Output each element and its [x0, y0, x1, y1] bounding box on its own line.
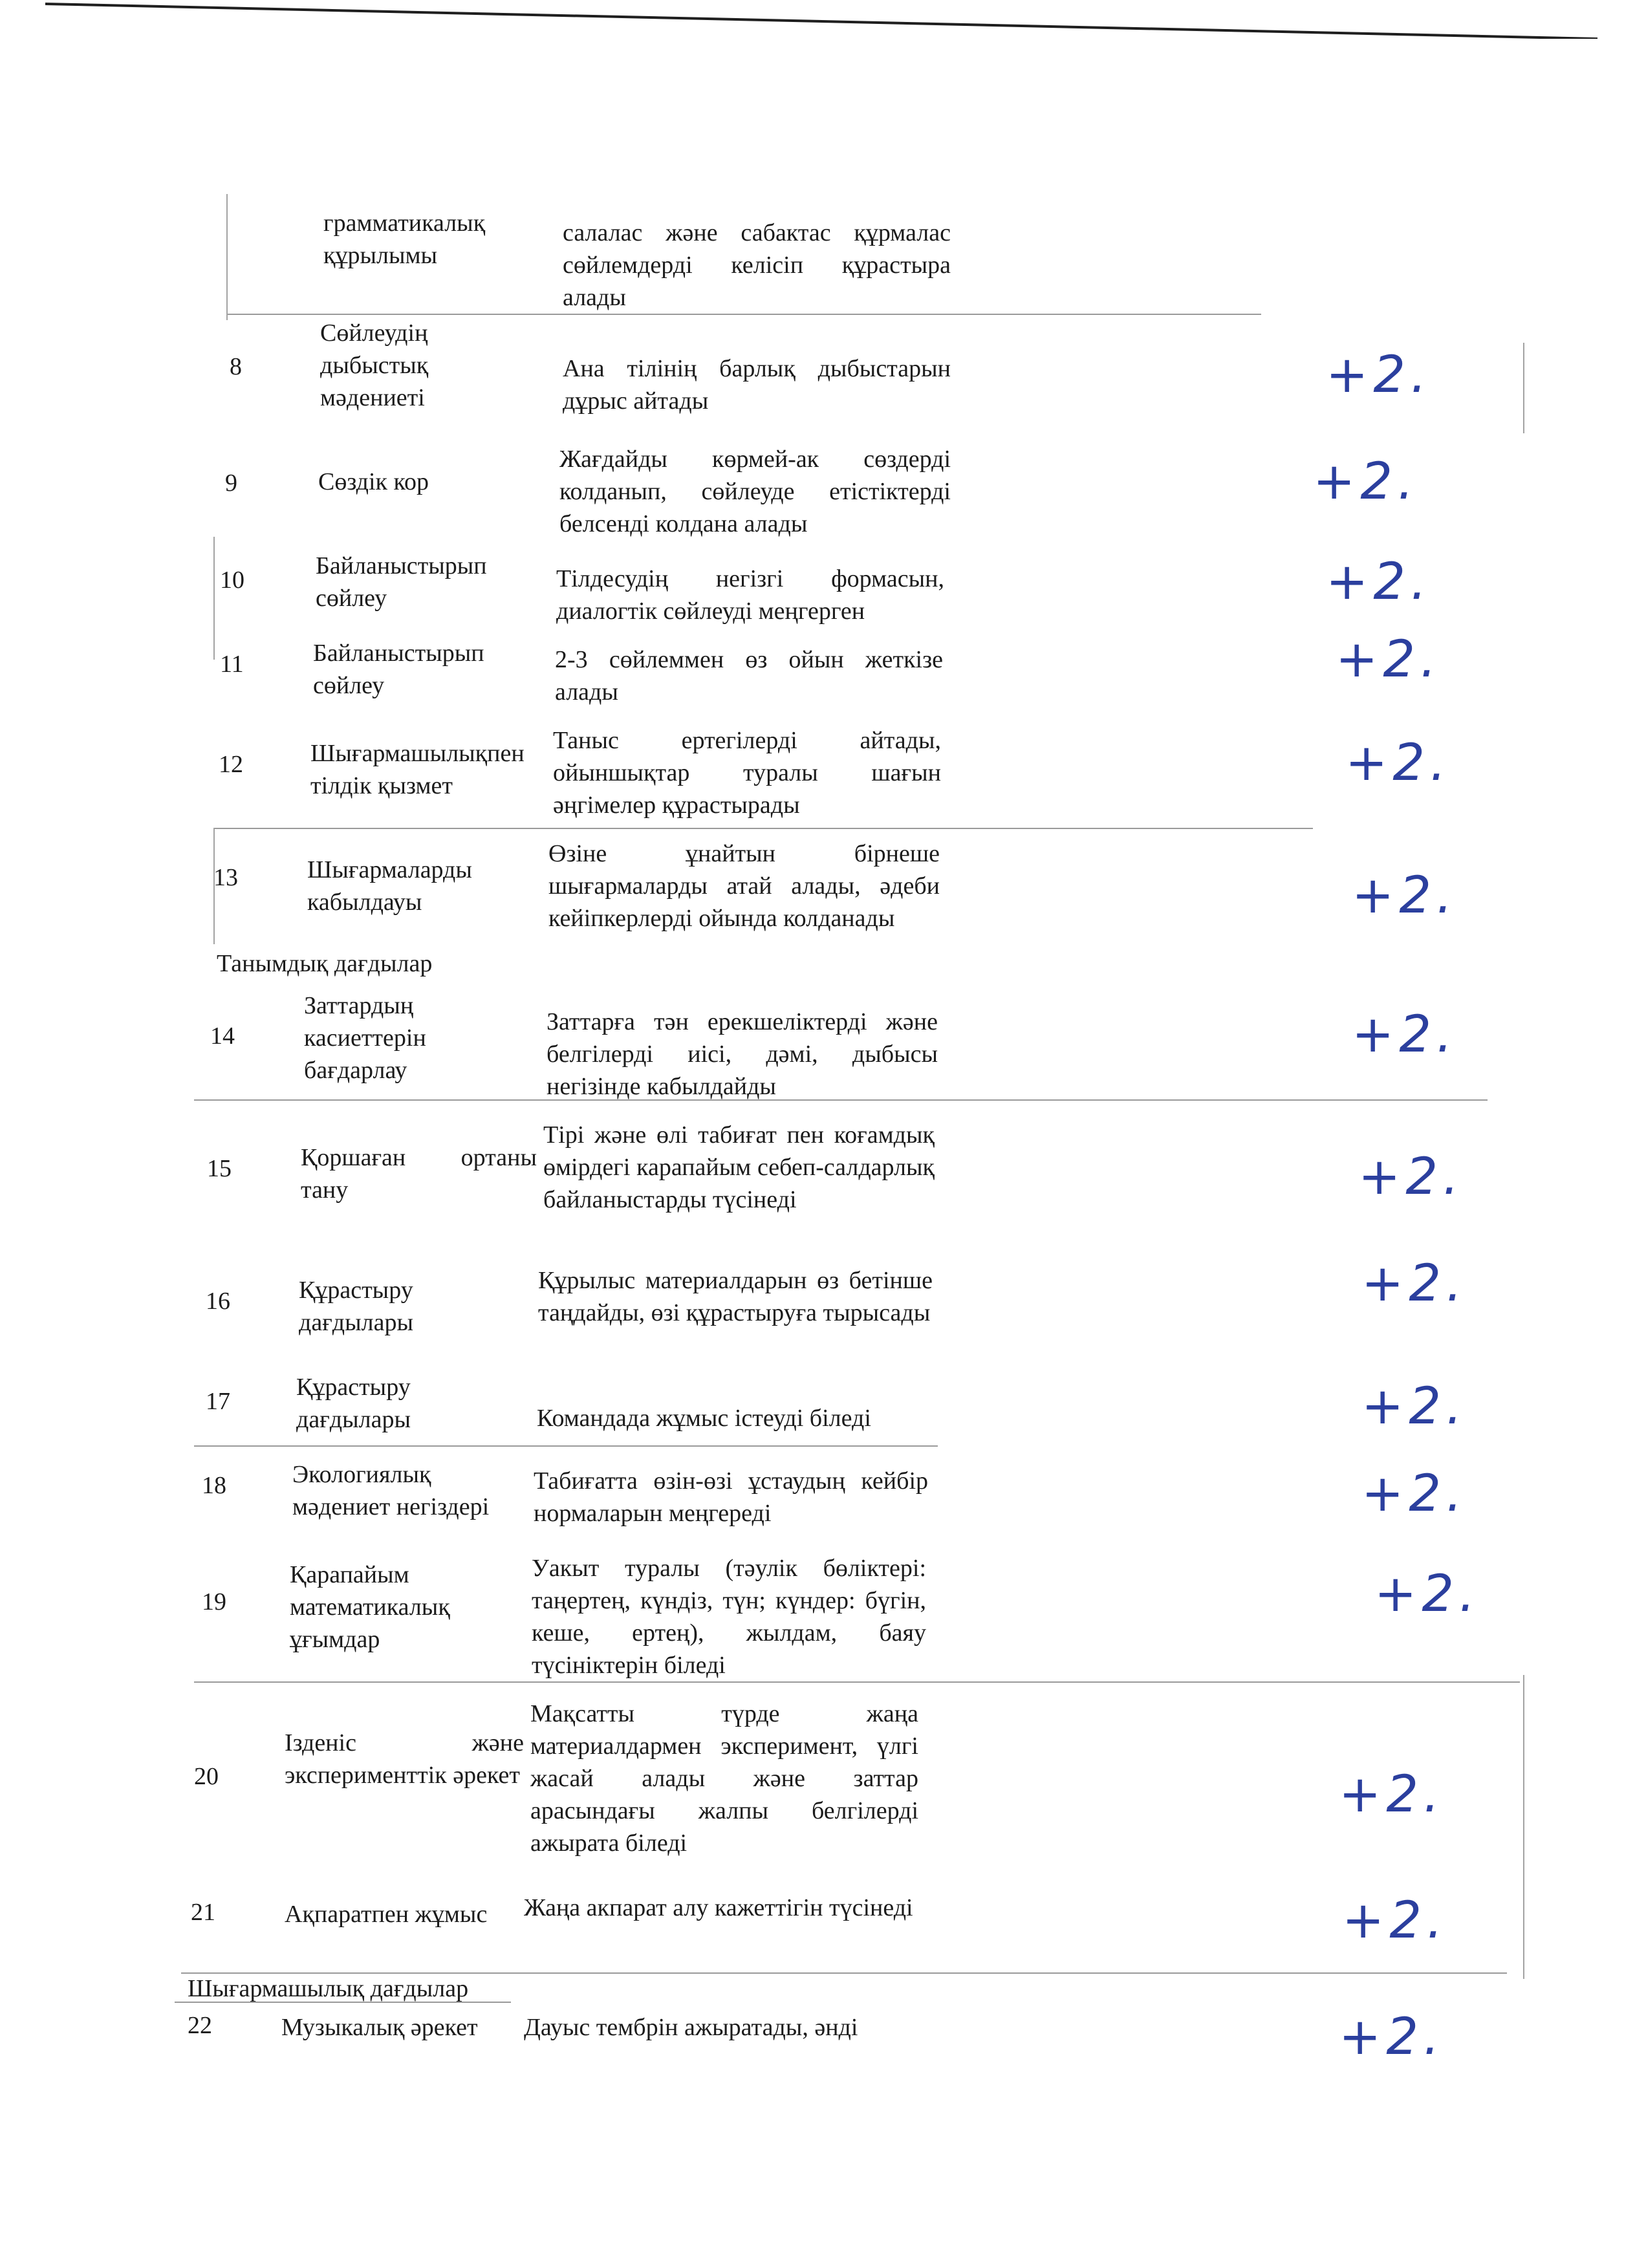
- score-mark: +2.: [1358, 1148, 1464, 1206]
- skill-name: Шығармашылықпен тілдік қызмет: [310, 740, 525, 799]
- skill-description: Тірі және өлі табиғат пен коғамдық өмірдегі карапайым себеп-салдарлық байланыстарды түсінеді: [543, 1121, 935, 1213]
- section-heading-creative: Шығармашылық дағдылар: [188, 1975, 469, 2002]
- table-rule: [226, 194, 228, 320]
- row-number: 22: [188, 2012, 212, 2039]
- skill-description: Тілдесудің негізгі формасын, диалогтік сөйлеуді меңгерген: [556, 565, 944, 625]
- score-mark: +2.: [1339, 1766, 1445, 1824]
- row-number: 17: [206, 1388, 230, 1415]
- row-number: 11: [220, 651, 244, 678]
- skill-name: грамматикалық құрылымы: [323, 210, 486, 269]
- score-mark: +2.: [1361, 1255, 1467, 1313]
- row-number: 16: [206, 1288, 230, 1315]
- skill-name: Сөйлеудің дыбыстық мәдениеті: [320, 319, 429, 411]
- skill-name: Шығармаларды кабылдауы: [307, 856, 472, 916]
- skill-name: Байланыстырып сөйлеу: [316, 552, 487, 612]
- score-mark: +2.: [1361, 1377, 1467, 1436]
- table-rule: [1523, 1675, 1524, 1979]
- table-rule: [194, 1681, 1520, 1683]
- row-number: 21: [191, 1899, 215, 1926]
- skill-name: Ізденіс және эксперименттік әрекет: [285, 1729, 524, 1789]
- skill-description: Уакыт туралы (тәулік бөліктері: таңертең, күндіз, түн; күндер: бүгін, кеше, ертең), жылдам, баяу түсініктерін біледі: [532, 1555, 926, 1679]
- table-rule: [1523, 343, 1524, 433]
- skill-description: Мақсатты түрде жаңа материалдармен эксперимент, үлгі жасай алады және заттар арасындағы жалпы белгілерді ажырата біледі: [530, 1700, 918, 1857]
- row-number: 13: [213, 864, 238, 891]
- skill-name: Сөздік кор: [318, 468, 429, 495]
- score-mark: +2.: [1336, 631, 1442, 689]
- skill-description: Жағдайды көрмей-ак сөздерді колданып, сөйлеуде етістіктерді белсенді колдана алады: [559, 446, 951, 537]
- score-mark: +2.: [1352, 867, 1458, 925]
- skill-description: Заттарға тән ерекшеліктерді және белгілерді иісі, дәмі, дыбысы негізінде кабылдайды: [547, 1008, 938, 1100]
- row-number: 19: [202, 1588, 226, 1615]
- table-rule: [213, 537, 215, 660]
- row-number: 10: [220, 567, 244, 594]
- score-mark: +2.: [1342, 1892, 1448, 1950]
- skill-description: Ана тілінің барлық дыбыстарын дұрыс айтады: [563, 355, 951, 415]
- table-rule: [194, 1445, 938, 1447]
- skill-description: Жаңа акпарат алу кажеттігін түсінеді: [524, 1894, 913, 1921]
- skill-description: 2-3 сөйлеммен өз ойын жеткізе алады: [555, 646, 943, 706]
- skill-description: Командада жұмыс істеуді біледі: [537, 1405, 871, 1432]
- score-mark: +2.: [1339, 2008, 1445, 2066]
- skill-name: Заттардың касиеттерін бағдарлау: [304, 992, 426, 1084]
- skill-description: салалас және сабактас құрмалас сөйлемдерді келісіп құрастыра алады: [563, 219, 951, 311]
- skill-description: Құрылыс материалдарын өз бетінше таңдайды, өзі құрастыруға тырысады: [538, 1267, 933, 1326]
- skill-description: Дауыс тембрін ажыратады, әнді: [524, 2014, 858, 2041]
- skill-name: Ақпаратпен жұмыс: [285, 1901, 488, 1928]
- row-number: 14: [210, 1022, 235, 1050]
- row-number: 18: [202, 1472, 226, 1499]
- score-mark: +2.: [1326, 553, 1432, 611]
- score-mark: +2.: [1313, 453, 1419, 511]
- table-rule: [226, 314, 1261, 315]
- skill-name: Құрастыру дағдылары: [296, 1374, 411, 1433]
- table-rule: [213, 828, 1313, 829]
- skill-name: Музыкалық әрекет: [281, 2014, 478, 2041]
- skill-description: Өзіне ұнайтын бірнеше шығармаларды атай алады, әдеби кейіпкерлерді ойында колданады: [548, 840, 940, 932]
- row-number: 9: [225, 470, 237, 497]
- score-mark: +2.: [1374, 1565, 1480, 1623]
- skill-description: Табиғатта өзін-өзі ұстаудың кейбір нормаларын меңгереді: [534, 1467, 928, 1527]
- skill-name: Қарапайым математикалық ұғымдар: [290, 1561, 450, 1653]
- skill-name: Байланыстырып сөйлеу: [313, 640, 484, 699]
- skill-name: Экологиялық мәдениет негіздері: [292, 1461, 490, 1520]
- skill-name: Қоршаған ортаны тану: [301, 1144, 537, 1204]
- skill-name: Құрастыру дағдылары: [299, 1277, 414, 1336]
- scan-edge-line: [45, 0, 1597, 39]
- skill-description: Таныс ертегілерді айтады, ойыншықтар туралы шағын әңгімелер құрастырады: [553, 727, 941, 819]
- score-mark: +2.: [1345, 734, 1451, 792]
- row-number: 15: [207, 1155, 232, 1182]
- score-mark: +2.: [1352, 1006, 1458, 1064]
- section-heading-cognitive: Танымдық дағдылар: [217, 950, 433, 977]
- row-number: 20: [194, 1763, 219, 1790]
- row-number: 8: [230, 353, 242, 380]
- score-mark: +2.: [1326, 346, 1432, 404]
- score-mark: +2.: [1361, 1465, 1467, 1523]
- row-number: 12: [219, 751, 243, 778]
